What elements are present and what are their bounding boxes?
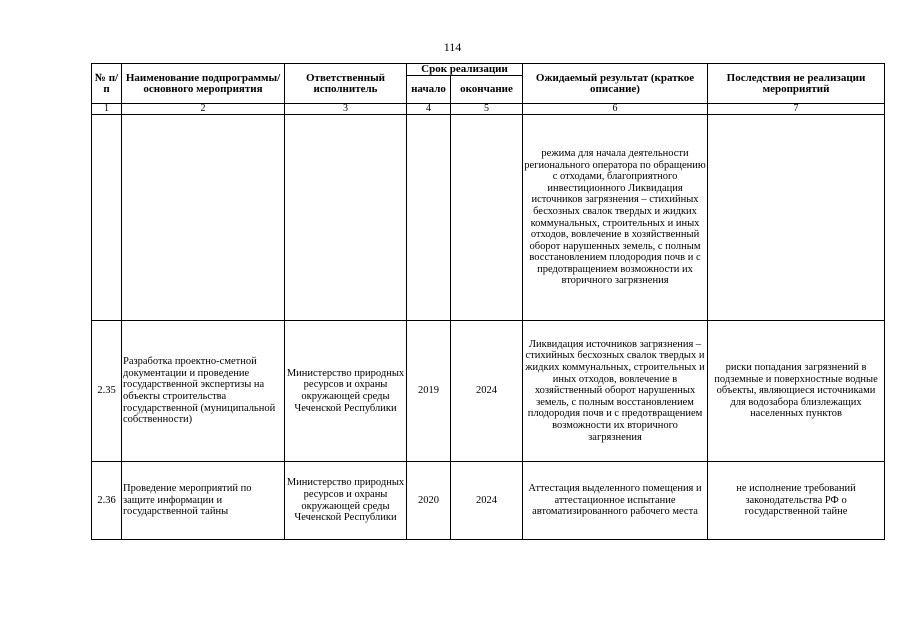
row-start	[407, 115, 451, 321]
index-cell: 3	[285, 104, 407, 115]
row-num	[92, 115, 122, 321]
program-table	[91, 63, 885, 540]
table-row	[92, 115, 885, 321]
row-responsible: Министерство природных ресурсов и охраны окружающей среды Чеченской Республики	[285, 321, 407, 462]
row-result: Аттестация выделенного помещения и аттестационное испытание автоматизированного рабочего места	[523, 462, 708, 540]
row-end: 2024	[451, 462, 523, 540]
header-term: Срок реализации	[407, 64, 523, 76]
header-name: Наименование подпрограммы/ основного мероприятия	[122, 64, 285, 104]
row-name	[122, 115, 285, 321]
header-consequences: Последствия не реализации мероприятий	[708, 64, 885, 104]
row-num: 2.36	[92, 462, 122, 540]
row-name: Проведение мероприятий по защите информации и государственной тайны	[122, 462, 285, 540]
row-start: 2019	[407, 321, 451, 462]
row-name: Разработка проектно-сметной документации и проведение государственной экспертизы на объекты строительства государственной (муниципальной собственности)	[122, 321, 285, 462]
index-cell: 4	[407, 104, 451, 115]
table-row	[92, 462, 885, 540]
header-result: Ожидаемый результат (краткое описание)	[523, 64, 708, 104]
index-cell: 6	[523, 104, 708, 115]
row-consequences	[708, 115, 885, 321]
header-responsible: Ответственный исполнитель	[285, 64, 407, 104]
row-result: режима для начала деятельности регионального оператора по обращению с отходами, благоприятного инвестиционного Ликвидация источников загрязнения – стихийных бесхозных свалок твердых и жидких коммунальных, строительных и иных отходов, вовлечение в хозяйственный оборот нарушенных земель, с полным восстановлением плодородия почв и с предотвращением возможности их вторичного загрязнения	[523, 115, 708, 321]
row-consequences: риски попадания загрязнений в подземные и поверхностные водные объекты, являющиеся источниками для водозабора близлежащих населенных пунктов	[708, 321, 885, 462]
row-consequences: не исполнение требований законодательства РФ о государственной тайне	[708, 462, 885, 540]
index-cell: 7	[708, 104, 885, 115]
header-start: начало	[407, 76, 451, 104]
header-num: № п/п	[92, 64, 122, 104]
header-end: окончание	[451, 76, 523, 104]
row-responsible: Министерство природных ресурсов и охраны окружающей среды Чеченской Республики	[285, 462, 407, 540]
row-start: 2020	[407, 462, 451, 540]
row-num: 2.35	[92, 321, 122, 462]
table-row	[92, 321, 885, 462]
row-end	[451, 115, 523, 321]
index-cell: 5	[451, 104, 523, 115]
row-end: 2024	[451, 321, 523, 462]
row-result: Ликвидация источников загрязнения –стихийных бесхозных свалок твердых и жидких коммунальных, строительных и иных отходов, вовлечение в хозяйственный оборот нарушенных земель, с полным восстановлением плодородия почв и с предотвращением возможности их вторичного загрязнения	[523, 321, 708, 462]
page-number: 114	[443, 40, 462, 54]
row-responsible	[285, 115, 407, 321]
column-index-row	[92, 104, 885, 115]
index-cell: 2	[122, 104, 285, 115]
index-cell: 1	[92, 104, 122, 115]
